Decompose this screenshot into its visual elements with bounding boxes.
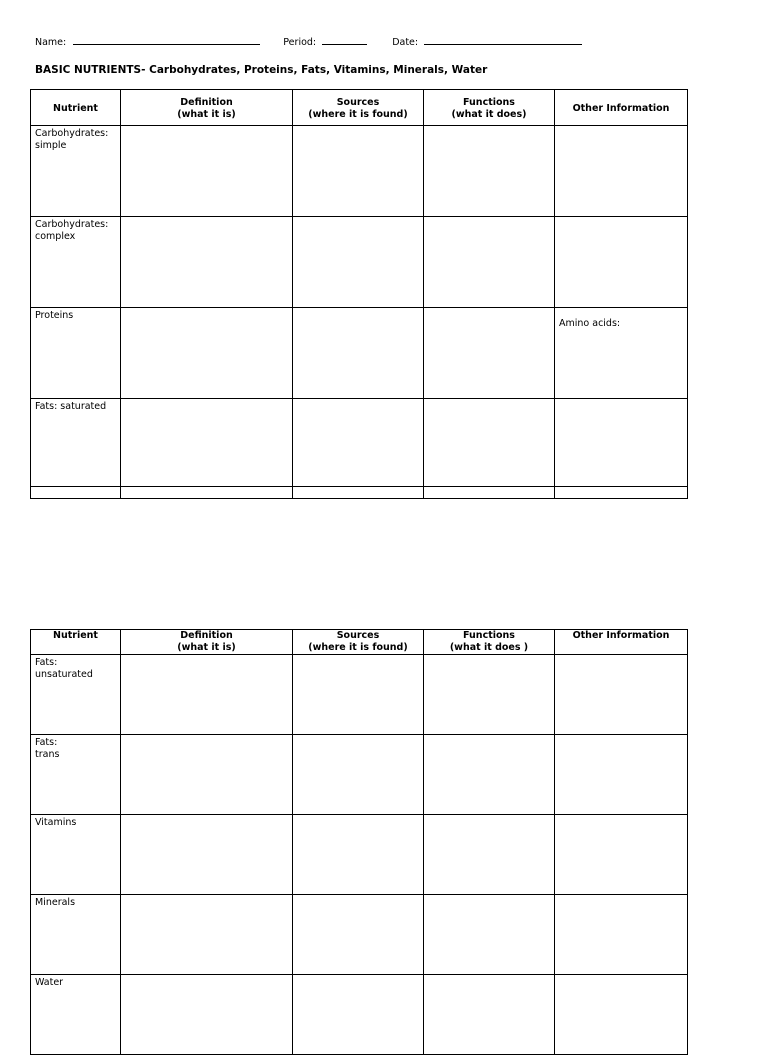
other-info-cell[interactable]	[555, 126, 688, 217]
nutrient-label: Fats:	[35, 657, 58, 668]
nutrient-cell	[31, 217, 121, 308]
other-info-cell[interactable]	[555, 399, 688, 487]
date-blank[interactable]	[424, 35, 582, 45]
header-line: Other Information	[572, 102, 670, 114]
functions-cell[interactable]	[424, 975, 555, 1055]
amino-acids-label: Amino acids:	[559, 318, 621, 329]
definition-cell[interactable]	[121, 308, 293, 399]
header-functions	[424, 630, 555, 655]
header-subline: (what it is)	[177, 108, 236, 120]
nutrient-sublabel: complex	[35, 231, 76, 242]
sources-cell[interactable]	[293, 217, 424, 308]
nutrient-sublabel: simple	[35, 140, 67, 151]
table-row	[31, 815, 688, 895]
sources-cell[interactable]	[293, 815, 424, 895]
definition-cell[interactable]	[121, 975, 293, 1055]
header-line: Functions	[463, 96, 515, 108]
header-other-information	[555, 630, 688, 655]
other-info-cell[interactable]	[555, 655, 688, 735]
header-sources	[293, 630, 424, 655]
nutrient-label: Water	[35, 977, 64, 988]
nutrient-label: Carbohydrates:	[35, 128, 109, 139]
table-row	[31, 308, 688, 399]
header-subline: (what it does)	[451, 108, 527, 120]
nutrients-table-2	[30, 629, 688, 1055]
sources-cell[interactable]	[293, 399, 424, 487]
sources-cell[interactable]	[293, 126, 424, 217]
header-functions	[424, 90, 555, 126]
nutrient-cell	[31, 399, 121, 487]
header-definition	[121, 630, 293, 655]
page-title: BASIC NUTRIENTS- Carbohydrates, Proteins, Fats, Vitamins, Minerals, Water	[35, 64, 488, 76]
other-info-cell[interactable]	[555, 217, 688, 308]
definition-cell[interactable]	[121, 399, 293, 487]
period-label: Period:	[283, 37, 317, 48]
header-line: Sources	[336, 96, 380, 108]
functions-cell[interactable]	[424, 735, 555, 815]
nutrient-sublabel: unsaturated	[35, 669, 93, 680]
nutrient-cell	[31, 126, 121, 217]
nutrient-cell	[31, 308, 121, 399]
nutrient-label: Minerals	[35, 897, 76, 908]
sources-cell[interactable]	[293, 735, 424, 815]
table-row	[31, 735, 688, 815]
definition-cell[interactable]	[121, 655, 293, 735]
definition-cell[interactable]	[121, 217, 293, 308]
other-info-cell[interactable]	[555, 975, 688, 1055]
header-subline: (where it is found)	[308, 108, 408, 120]
header-line: Definition	[180, 630, 233, 641]
nutrient-label: Fats:	[35, 737, 58, 748]
nutrient-cell	[31, 735, 121, 815]
functions-cell[interactable]	[424, 308, 555, 399]
period-blank[interactable]	[322, 35, 367, 45]
functions-cell[interactable]	[424, 487, 555, 499]
student-info-line	[35, 35, 582, 48]
nutrient-label: Carbohydrates:	[35, 219, 109, 230]
header-definition	[121, 90, 293, 126]
date-label: Date:	[392, 37, 419, 48]
header-line: Nutrient	[53, 102, 98, 114]
sources-cell[interactable]	[293, 895, 424, 975]
definition-cell[interactable]	[121, 126, 293, 217]
table-row	[31, 126, 688, 217]
header-line: Sources	[336, 630, 380, 641]
sources-cell[interactable]	[293, 487, 424, 499]
header-line: Functions	[463, 630, 515, 641]
header-other-information	[555, 90, 688, 126]
nutrient-sublabel: trans	[35, 749, 60, 760]
definition-cell[interactable]	[121, 895, 293, 975]
definition-cell[interactable]	[121, 735, 293, 815]
functions-cell[interactable]	[424, 895, 555, 975]
functions-cell[interactable]	[424, 217, 555, 308]
header-nutrient	[31, 90, 121, 126]
functions-cell[interactable]	[424, 126, 555, 217]
nutrient-label: Vitamins	[35, 817, 77, 828]
functions-cell[interactable]	[424, 815, 555, 895]
sources-cell[interactable]	[293, 975, 424, 1055]
name-label: Name:	[35, 37, 67, 48]
definition-cell[interactable]	[121, 815, 293, 895]
sources-cell[interactable]	[293, 655, 424, 735]
nutrient-cell	[31, 655, 121, 735]
functions-cell[interactable]	[424, 399, 555, 487]
header-sources	[293, 90, 424, 126]
table-header-row	[31, 90, 688, 126]
functions-cell[interactable]	[424, 655, 555, 735]
table-row	[31, 895, 688, 975]
header-nutrient	[31, 630, 121, 655]
nutrients-table-1	[30, 89, 688, 499]
definition-cell[interactable]	[121, 487, 293, 499]
header-subline: (what it does )	[449, 642, 529, 653]
header-subline: (what it is)	[177, 642, 236, 653]
nutrient-label: Proteins	[35, 310, 74, 321]
sources-cell[interactable]	[293, 308, 424, 399]
table-row-empty	[31, 487, 688, 499]
nutrient-cell[interactable]	[31, 487, 121, 499]
header-line: Nutrient	[53, 630, 98, 641]
other-info-cell[interactable]	[555, 815, 688, 895]
nutrient-cell	[31, 975, 121, 1055]
header-subline: (where it is found)	[308, 642, 408, 653]
name-blank[interactable]	[73, 35, 260, 45]
table-row	[31, 655, 688, 735]
table-row	[31, 975, 688, 1055]
other-info-cell[interactable]	[555, 487, 688, 499]
nutrient-cell	[31, 895, 121, 975]
header-line: Definition	[180, 96, 233, 108]
table-header-row	[31, 630, 688, 655]
table-row	[31, 217, 688, 308]
other-info-cell[interactable]	[555, 308, 688, 399]
other-info-cell[interactable]	[555, 735, 688, 815]
nutrient-cell	[31, 815, 121, 895]
nutrient-label: Fats: saturated	[35, 401, 107, 412]
other-info-cell[interactable]	[555, 895, 688, 975]
header-line: Other Information	[572, 630, 670, 641]
table-row	[31, 399, 688, 487]
